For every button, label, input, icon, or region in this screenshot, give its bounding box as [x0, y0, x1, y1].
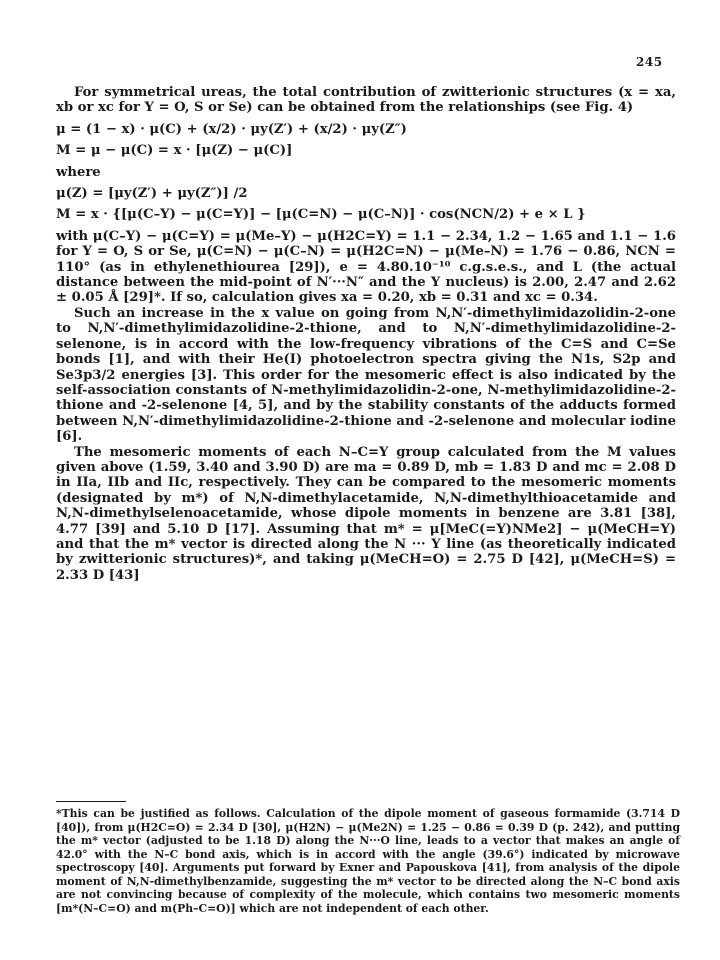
where-label: where [56, 164, 101, 180]
page-number: 245 [636, 55, 663, 69]
equation-4: M = x · {[μ(C–Y) − μ(C=Y)] − [μ(C=N) − μ(C–N)] · cos(NCN/2) + e × L } [56, 207, 586, 223]
paragraph-with: with μ(C–Y) − μ(C=Y) = μ(Me–Y) − μ(H2C=Y) = 1.1 − 2.34, 1.2 − 1.65 and 1.1 − 1.6 for Y = O, S or Se, μ(C=N) − μ(C–N) = μ(H2C=N) − μ(Me–N) = 1.76 − 0.86, NCN = 110° (as in ethylenethiourea [29]), e = 4.80.10⁻¹⁰ c.g.s.e.s., and L (the actual distance between the mid-point of N′···N″ and the Y nucleus) is 2.00, 2.47 and 2.62 ± 0.05 Å [29]*. If so, calculation gives xa = 0.20, xb = 0.31 and xc = 0.34. [56, 228, 676, 306]
equation-2: M = μ − μ(C) = x · [μ(Z) − μ(C)] [56, 143, 293, 159]
footnote-divider [56, 801, 126, 802]
footnote: *This can be justified as follows. Calculation of the dipole moment of gaseous formamide (3.714 D [40]), from μ(H2C=O) = 2.34 D [30], μ(H2N) − μ(Me2N) = 1.25 − 0.86 = 0.39 D (p. 242), and putting the m* vector (adjusted to be 1.18 D) along the N···O line, leads to a vector that makes an angle of 42.0° with the N–C bond axis, which is in accord with the angle (39.6°) indicated by microwave spectroscopy [40]. Arguments put forward by Exner and Papouskova [41], from analysis of the dipole moment of N,N-dimethylbenzamide, suggesting the m* vector to be directed along the N–C bond axis are not convincing because of complexity of the molecule, which contains two mesomeric moments [m*(N–C=O) and m(Ph–C=O)] which are not independent of each other. [56, 807, 680, 915]
paragraph-mesomeric: The mesomeric moments of each N–C=Y group calculated from the M values given above (1.59, 3.40 and 3.90 D) are ma = 0.89 D, mb = 1.83 D and mc = 2.08 D in IIa, IIb and IIc, respectively. They can be compared to the mesomeric moments (designated by m*) of N,N-dimethylacetamide, N,N-dimethylthioacetamide and N,N-dimethylselenoacetamide, whose dipole moments in benzene are 3.81 [38], 4.77 [39] and 5.10 D [17]. Assuming that m* = μ[MeC(=Y)NMe2] − μ(MeCH=Y) and that the m* vector is directed along the N ··· Y line (as theoretically indicated by zwitterionic structures)*, and taking μ(MeCH=O) = 2.75 D [42], μ(MeCH=S) = 2.33 D [43] [56, 444, 676, 583]
paragraph-increase: Such an increase in the x value on going from N,N′-dimethylimidazolidin-2-one to N,N′-dimethylimidazolidine-2-thione, and to N,N′-dimethylimidazolidine-2-selenone, is in accord with the low-frequency vibrations of the C=S and C=Se bonds [1], and with their He(I) photoelectron spectra giving the N1s, S2p and Se3p3/2 energies [3]. This order for the mesomeric effect is also indicated by the self-association constants of N-methylimidazolidin-2-one, N-methylimidazolidine-2-thione and -2-selenone [4, 5], and by the stability constants of the adducts formed between N,N′-dimethylimidazolidine-2-thione and -2-selenone and molecular iodine [6]. [56, 305, 676, 445]
body-text [56, 85, 676, 583]
equation-1: μ = (1 − x) · μ(C) + (x/2) · μy(Z′) + (x/2) · μy(Z″) [56, 121, 407, 137]
equation-3: μ(Z) = [μy(Z′) + μy(Z″)] /2 [56, 186, 248, 202]
paragraph-intro: For symmetrical ureas, the total contribution of zwitterionic structures (x = xa, xb or xc for Y = O, S or Se) can be obtained from the relationships (see Fig. 4) [56, 85, 676, 116]
